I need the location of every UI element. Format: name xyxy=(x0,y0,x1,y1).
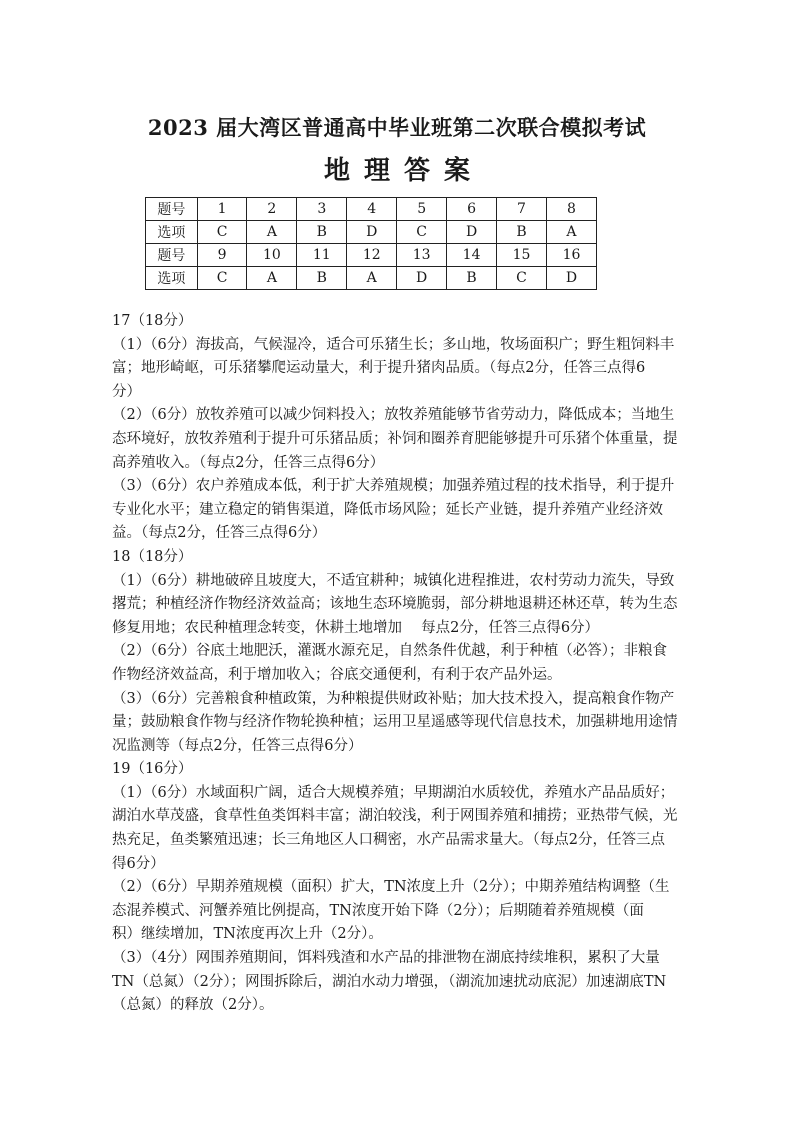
answer-table-cell: C xyxy=(497,267,547,290)
answer-text-line: 专业化水平；建立稳定的销售渠道，降低市场风险；延长产业链，提升养殖产业经济效 xyxy=(112,501,663,518)
answer-table-cell: 14 xyxy=(447,244,497,267)
answer-table-cell: D xyxy=(347,221,397,244)
answer-text-line: （总氮）的释放（2分）。 xyxy=(112,997,274,1014)
answer-text-line: （3）（6分）农户养殖成本低，利于扩大养殖规模；加强养殖过程的技术指导，利于提升 xyxy=(112,478,675,495)
answer-table-row xyxy=(146,244,597,267)
answer-table-cell: D xyxy=(397,267,447,290)
answer-table-row xyxy=(146,198,597,221)
answer-table-cell: 11 xyxy=(297,244,347,267)
answer-text-line: 湖泊水草茂盛，食草性鱼类饵料丰富；湖泊较浅，利于网围养殖和捕捞；亚热带气候，光 xyxy=(112,808,678,825)
answer-text-line: 得6分） xyxy=(112,855,165,872)
answer-text-line: 况监测等（每点2分，任答三点得6分） xyxy=(112,737,363,754)
answer-text-line: （1）（6分）耕地破碎且坡度大，不适宜耕种；城镇化进程推进，农村劳动力流失，导致 xyxy=(112,572,675,589)
answer-text-line: 量；鼓励粮食作物与经济作物轮换种植；运用卫星遥感等现代信息技术，加强耕地用途情 xyxy=(112,714,678,731)
answer-table-cell: B xyxy=(297,267,347,290)
answer-table-cell: 16 xyxy=(546,244,596,267)
answer-table-cell: B xyxy=(497,221,547,244)
answer-table-cell: 10 xyxy=(247,244,297,267)
answer-text-line: 19（16分） xyxy=(112,761,193,778)
answer-table-cell: C xyxy=(397,221,447,244)
exam-title: 2023 届大湾区普通高中毕业班第二次联合模拟考试 xyxy=(147,115,647,140)
answer-table-cell: A xyxy=(247,267,297,290)
answer-text-line: （2）（6分）早期养殖规模（面积）扩大，TN浓度上升（2分）；中期养殖结构调整（生 xyxy=(112,879,670,896)
answer-text-line: 态混养模式、河蟹养殖比例提高，TN浓度开始下降（2分）；后期随着养殖规模（面 xyxy=(112,902,644,919)
answer-text-line: 18（18分） xyxy=(112,548,193,565)
answer-table-cell: B xyxy=(297,221,347,244)
answer-text-line: TN（总氮）（2分）；网围拆除后，湖泊水动力增强，（湖流加速扰动底泥）加速湖底TN xyxy=(112,973,667,990)
answer-table-cell: A xyxy=(347,267,397,290)
answer-key-subtitle: 地理答案 xyxy=(323,156,484,186)
answer-text-line: 热充足，鱼类繁殖迅速；长三角地区人口稠密，水产品需求量大。（每点2分，任答三点 xyxy=(112,832,665,849)
answer-table-cell: 2 xyxy=(247,198,297,221)
answer-table-cell: B xyxy=(447,267,497,290)
answer-text-line: 益。（每点2分，任答三点得6分） xyxy=(112,525,327,542)
answer-text-line: （3）（6分）完善粮食种植政策，为种粮提供财政补贴；加大技术投入，提高粮食作物产 xyxy=(112,690,675,707)
answer-table-cell: A xyxy=(546,221,596,244)
answer-table-row-label: 选项 xyxy=(146,267,198,290)
answer-table-cell: 8 xyxy=(546,198,596,221)
answer-table xyxy=(145,197,597,290)
answer-table-cell: 1 xyxy=(197,198,247,221)
answer-table-cell: 12 xyxy=(347,244,397,267)
answer-text-line: 17（18分） xyxy=(112,313,193,329)
answer-table-cell: 13 xyxy=(397,244,447,267)
answer-table-cell: 6 xyxy=(447,198,497,221)
answer-text-line: （1）（6分）水域面积广阔，适合大规模养殖；早期湖泊水质较优，养殖水产品品质好； xyxy=(112,784,675,801)
answer-text-line: （2）（6分）谷底土地肥沃，灌溉水源充足，自然条件优越，利于种植（必答）；非粮食 xyxy=(112,643,667,660)
answer-table-row xyxy=(146,267,597,290)
answer-text-line: 修复用地；农民种植理念转变，休耕土地增加 每点2分，任答三点得6分） xyxy=(112,619,600,636)
answer-table-row-label: 选项 xyxy=(146,221,198,244)
answer-text-line: 积）继续增加，TN浓度再次上升（2分）。 xyxy=(112,926,383,943)
answer-table-cell: A xyxy=(247,221,297,244)
answer-table-cell: 5 xyxy=(397,198,447,221)
answer-table-cell: 9 xyxy=(197,244,247,267)
answer-text-line: （2）（6分）放牧养殖可以减少饲料投入；放牧养殖能够节省劳动力，降低成本；当地生 xyxy=(112,407,675,424)
answer-text-line: （3）（4分）网围养殖期间，饵料残渣和水产品的排泄物在湖底持续堆积，累积了大量 xyxy=(112,950,660,967)
answer-table-cell: C xyxy=(197,221,247,244)
answer-table-cell: D xyxy=(447,221,497,244)
answer-table-cell: 4 xyxy=(347,198,397,221)
answer-table-cell: 3 xyxy=(297,198,347,221)
answer-text-line: 撂荒；种植经济作物经济效益高；该地生态环境脆弱，部分耕地退耕还林还草，转为生态 xyxy=(112,596,678,613)
answer-text-line: 分） xyxy=(112,383,141,400)
answer-table-row-label: 题号 xyxy=(146,198,198,221)
answer-text-line: 态环境好，放牧养殖利于提升可乐猪品质；补饲和圈养育肥能够提升可乐猪个体重量，提 xyxy=(112,430,678,447)
answer-text-line: （1）（6分）海拔高，气候湿冷，适合可乐猪生长；多山地，牧场面积广；野生粗饲料丰 xyxy=(112,336,675,353)
answer-table-row xyxy=(146,221,597,244)
answer-table-cell: C xyxy=(197,267,247,290)
answer-text-line: 高养殖收入。（每点2分，任答三点得6分） xyxy=(112,454,385,471)
answer-table-cell: 7 xyxy=(497,198,547,221)
answer-table-row-label: 题号 xyxy=(146,244,198,267)
answer-table-cell: 15 xyxy=(497,244,547,267)
answer-text-line: 作物经济效益高，利于增加收入；谷底交通便利，有利于农产品外运。 xyxy=(112,666,562,683)
answer-explanations xyxy=(112,310,684,1018)
answer-text-line: 富；地形崎岖，可乐猪攀爬运动量大，利于提升猪肉品质。（每点2分，任答三点得6 xyxy=(112,360,646,377)
answer-table-cell: D xyxy=(546,267,596,290)
